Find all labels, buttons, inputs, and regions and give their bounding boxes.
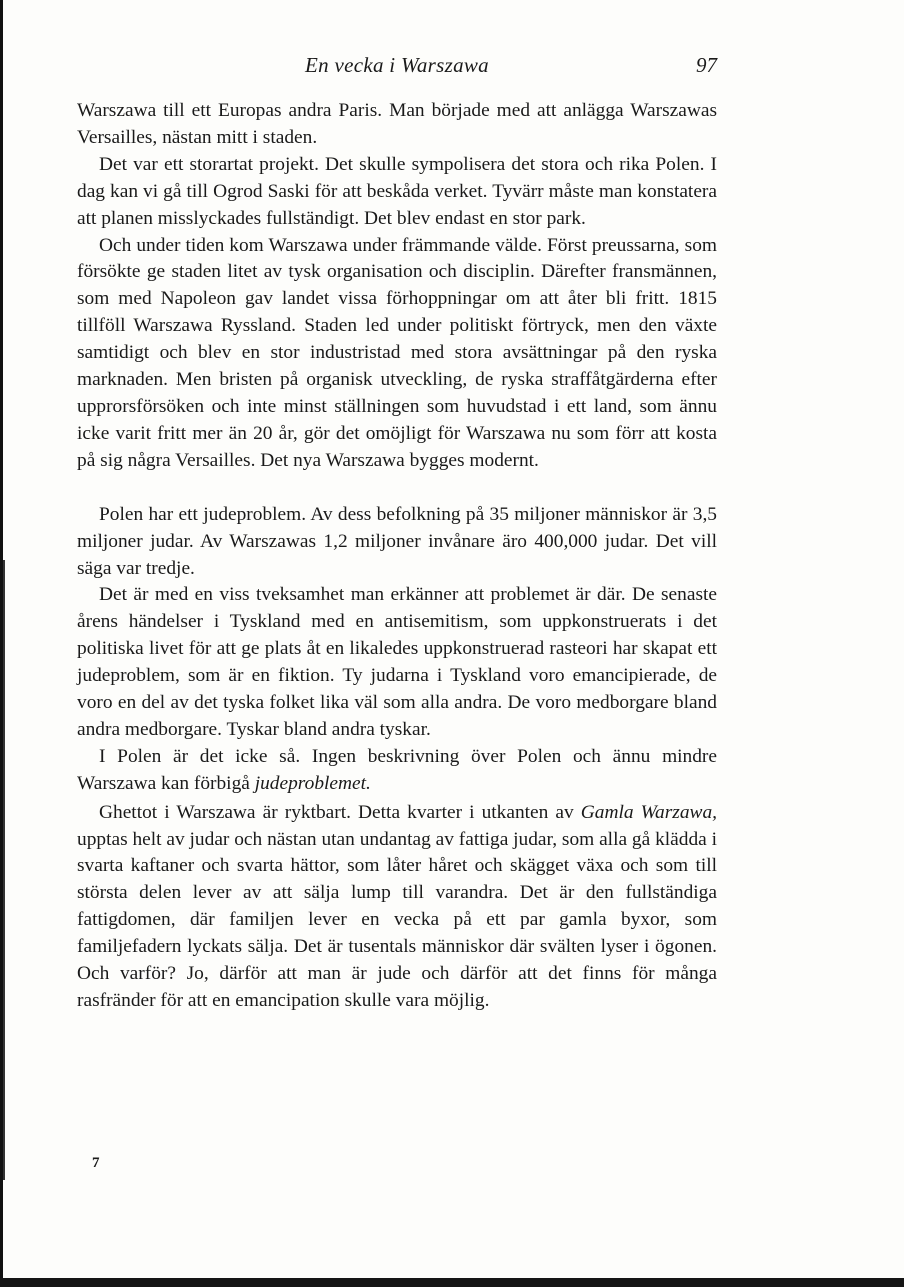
paragraph-7	[77, 800, 717, 1015]
scan-edge-left-inner	[3, 560, 5, 1180]
paragraph-6	[77, 744, 717, 798]
paragraph-4: Polen har ett judeproblem. Av dess befolkning på 35 miljoner människor är 3,5 miljoner judar. Av Warszawas 1,2 miljoner invånare äro 400,000 judar. Det vill säga var tredje.	[77, 503, 717, 579]
running-title: En vecka i Warszawa	[305, 53, 489, 77]
paragraph-5: Det är med en viss tveksamhet man erkänner att problemet är där. De senaste årens händelser i Tyskland med en antisemitism, som uppkonstruerats i det politiska livet för att ge plats åt en likaledes uppkonstruerad rasteori har skapat ett judeproblem, som är en fiktion. Ty judarna i Tyskland voro emancipierade, de voro en del av det tyska folket lika väl som alla andra. De voro medborgare bland andra medborgare. Tyskar bland andra tyskar.	[77, 584, 717, 740]
page-header	[77, 53, 717, 83]
signature-mark: 7	[92, 1155, 100, 1171]
body-text	[77, 98, 717, 1015]
paragraph-2: Det var ett storartat projekt. Det skulle sympolisera det stora och rika Polen. I dag kan vi gå till Ogrod Saski för att beskåda verket. Tyvärr måste man konstatera att planen misslyckades fullständigt. Det blev endast en stor park.	[77, 153, 717, 229]
paragraph-1: Warszawa till ett Europas andra Paris. Man började med att anlägga Warszawas Versailles, nästan mitt i staden.	[77, 100, 717, 148]
scan-edge-bottom	[0, 1278, 904, 1287]
paragraph-6-emphasis: judeproblemet.	[254, 772, 371, 794]
paragraph-7-text-end: upptas helt av judar och nästan utan undantag av fattiga judar, som alla gå klädda i svarta kaftaner och svarta hättor, som låter håret och skägget växa och som till största delen lever av att sälja lump till varandra. Det är den fullständiga fattigdomen, där familjen lever en vecka på ett par gamla byxor, som familjefadern lyckats sälja. Det är tusentals människor där svälten lyser i ögonen. Och varför? Jo, därför att man är jude och därför att det finns för många rasfränder för att en emancipation skulle vara möjlig.	[77, 828, 717, 1011]
paragraph-7-emphasis: Gamla Warzawa,	[580, 801, 717, 823]
page-number: 97	[696, 53, 717, 77]
section-break	[77, 475, 717, 502]
paragraph-3: Och under tiden kom Warszawa under främmande välde. Först preussarna, som försökte ge staden litet av tysk organisation och disciplin. Därefter fransmännen, som med Napoleon gav landet vissa förhoppningar om att åter bli fritt. 1815 tillföll Warszawa Ryssland. Staden led under politiskt förtryck, men den växte samtidigt och blev en stor industristad med stora avsättningar på den ryska marknaden. Men bristen på organisk utveckling, de ryska straffåtgärderna efter upprorsförsöken och inte minst ställningen som huvudstad i ett land, som ännu icke varit fritt mer än 20 år, gör det omöjligt för Warszawa nu som förr att kosta på sig några Versailles. Det nya Warszawa bygges modernt.	[77, 234, 717, 471]
paragraph-6-text: I Polen är det icke så. Ingen beskrivning över Polen och ännu mindre Warszawa kan förbigå	[77, 745, 717, 794]
paragraph-7-text-start: Ghettot i Warszawa är ryktbart. Detta kvarter i utkanten av	[99, 801, 581, 823]
